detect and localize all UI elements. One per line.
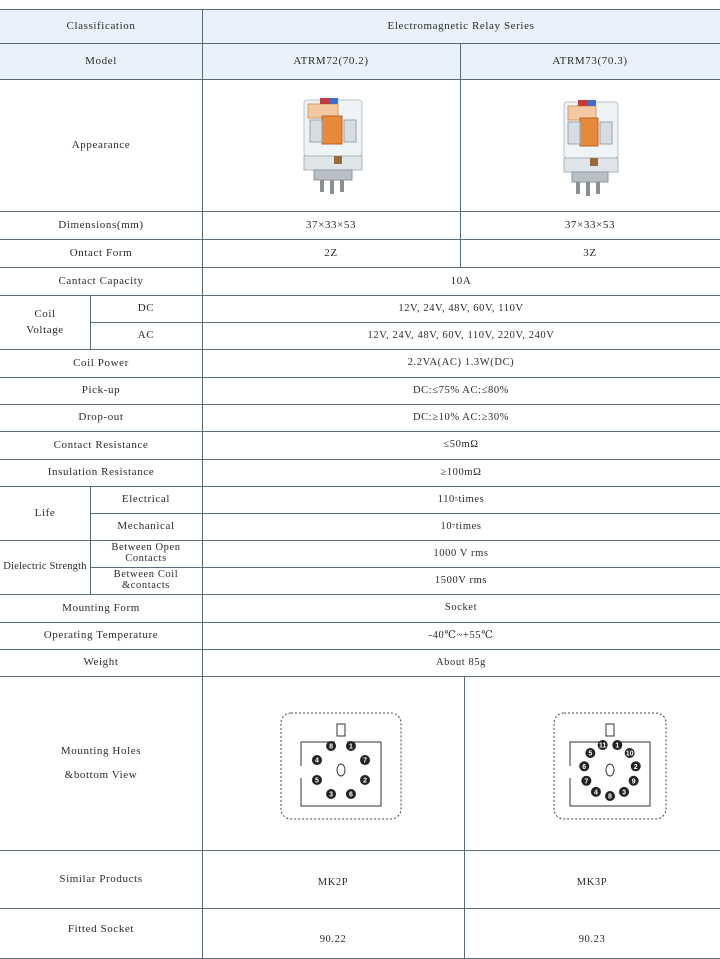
mounting-form-value: Socket [444, 602, 478, 614]
operating-temperature-label: Operating Temperature [43, 629, 159, 642]
pin-label: 2 [363, 777, 367, 785]
pin-label: 3 [622, 789, 627, 797]
life-electrical-base: 110 [437, 493, 455, 505]
grid-line [0, 850, 720, 851]
fitted-socket-a: 90.22 [319, 933, 347, 945]
grid-line [90, 322, 720, 323]
mounting-form-label: Mounting Form [62, 601, 140, 614]
grid-line [0, 404, 720, 405]
grid-line [0, 239, 720, 240]
dielectric-coil-value: 1500V rms [434, 574, 488, 586]
pin-label: 4 [315, 757, 319, 765]
dielectric-open-line2: Contacts [125, 552, 167, 564]
life-mechanical-base: 10 [440, 520, 453, 532]
pin-label: 1 [348, 743, 353, 751]
dielectric-coil-line2: &contacts [122, 579, 170, 591]
pin-label: 5 [315, 777, 319, 785]
contact-capacity-label: Cantact Capacity [58, 274, 144, 287]
grid-line [0, 459, 720, 460]
coil-power-label: Coil Power [73, 356, 129, 369]
similar-products-label: Similar Products [59, 872, 143, 885]
fitted-socket-label: Fitted Socket [67, 923, 135, 936]
contact-form-b: 3Z [583, 246, 597, 259]
relay-image-atrm72 [300, 94, 370, 198]
grid-line [0, 267, 720, 268]
pin-label: 8 [329, 743, 334, 751]
pin-11 [598, 740, 608, 750]
pin-label: 8 [608, 793, 612, 801]
life-mechanical-unit: times [455, 520, 482, 532]
grid-line [0, 594, 720, 595]
pin-label: 6 [582, 763, 587, 771]
coil-voltage-line1: Coil [34, 308, 56, 321]
contact-resistance-value: ≤50mΩ [443, 439, 479, 451]
diagram-center-hole [337, 764, 345, 776]
pin-label: 1 [615, 742, 620, 750]
grid-line [0, 486, 720, 487]
grid-line [202, 9, 203, 959]
coil-dc-label: DC [137, 302, 155, 315]
mounting-holes-line1: Mounting Holes [60, 744, 142, 757]
pin-7 [581, 776, 591, 786]
life-electrical-value: 110 5 times [437, 493, 485, 505]
diagram-center-hole [606, 764, 614, 776]
dropout-label: Drop-out [78, 411, 124, 424]
life-electrical-unit: times [458, 493, 485, 505]
dielectric-label: Dielectric Strength [3, 561, 87, 573]
similar-products-a: MK2P [317, 877, 349, 889]
grid-line [0, 649, 720, 650]
pin-label: 11 [598, 742, 607, 750]
contact-form-label: Ontact Form [69, 246, 133, 259]
pin-4 [591, 787, 601, 797]
grid-line [460, 43, 461, 267]
pin-label: 7 [584, 778, 589, 786]
classification-header: Classification [0, 9, 202, 43]
coil-ac-value: 12V, 24V, 48V, 60V, 110V, 220V, 240V [367, 329, 555, 341]
contact-form-a: 2Z [324, 246, 338, 259]
series-header: Electromagnetic Relay Series [202, 9, 720, 43]
coil-voltage-label [0, 295, 90, 349]
grid-line [0, 540, 720, 541]
pin-10 [625, 748, 635, 758]
dimensions-label: Dimensions(mm) [58, 218, 144, 231]
coil-dc-value: 12V, 24V, 48V, 60V, 110V [398, 302, 524, 314]
dimensions-a: 37×33×53 [305, 218, 357, 231]
pin-9 [629, 776, 639, 786]
grid-line [0, 9, 720, 10]
pin-label: 9 [631, 778, 636, 786]
weight-label: Weight [83, 656, 119, 669]
operating-temperature-value: -40℃~+55℃ [428, 629, 494, 641]
grid-line [90, 567, 720, 568]
dimensions-b: 37×33×53 [564, 218, 616, 231]
pin-label: 3 [329, 791, 334, 799]
pin-1 [612, 740, 622, 750]
insulation-resistance-label: Insulation Resistance [47, 466, 155, 479]
model-b: ATRM73(70.3) [460, 43, 720, 79]
dropout-value: DC:≥10% AC:≥30% [412, 411, 510, 423]
dielectric-open-line1: Between Open [111, 542, 181, 553]
appearance-label: Appearance [71, 138, 131, 151]
grid-line [90, 513, 720, 514]
grid-line [0, 349, 720, 350]
pin-3 [619, 787, 629, 797]
pin-6 [579, 761, 589, 771]
relay-image-atrm73 [560, 96, 624, 200]
pin-label: 6 [348, 791, 353, 799]
coil-ac-label: AC [137, 329, 155, 342]
pickup-label: Pick-up [81, 384, 121, 397]
pin-4 [312, 755, 322, 765]
dielectric-open-value: 1000 V rms [433, 547, 489, 559]
grid-line [0, 79, 720, 80]
pin-diagram-atrm73 [553, 712, 667, 820]
mounting-holes-label [0, 676, 202, 850]
grid-line [0, 377, 720, 378]
pin-label: 7 [363, 757, 367, 765]
fitted-socket-b: 90.23 [578, 933, 606, 945]
mounting-holes-line2: &bottom View [64, 769, 138, 781]
grid-line [0, 676, 720, 677]
diagram-key [337, 724, 345, 736]
grid-line [0, 211, 720, 212]
grid-line [0, 43, 720, 44]
contact-resistance-label: Contact Resistance [53, 438, 149, 451]
dielectric-coil-label [90, 567, 202, 594]
dielectric-open-label [90, 540, 202, 567]
pin-2 [631, 761, 641, 771]
dielectric-coil-line1: Between Coil [113, 569, 179, 580]
grid-line [0, 622, 720, 623]
pin-label: 2 [633, 763, 638, 771]
contact-capacity-value: 10A [450, 274, 472, 287]
pin-8 [326, 741, 336, 751]
pin-diagram-atrm72 [280, 712, 402, 820]
pickup-value: DC:≤75% AC:≤80% [412, 384, 510, 396]
grid-line [0, 295, 720, 296]
life-label: Life [34, 506, 56, 519]
life-mechanical-label: Mechanical [117, 520, 175, 533]
pin-5 [585, 748, 595, 758]
pin-3 [326, 789, 336, 799]
similar-products-b: MK3P [576, 877, 608, 889]
grid-line [0, 908, 720, 909]
pin-5 [312, 775, 322, 785]
pin-8 [605, 791, 615, 801]
grid-line [90, 295, 91, 349]
life-electrical-label: Electrical [121, 493, 171, 506]
model-label: Model [0, 43, 202, 79]
pin-7 [360, 755, 370, 765]
coil-power-value: 2.2VA(AC) 1.3W(DC) [407, 357, 515, 369]
diagram-key [606, 724, 614, 736]
life-mechanical-value: 10 7 times [440, 520, 482, 532]
pin-2 [360, 775, 370, 785]
pin-label: 4 [593, 789, 598, 797]
model-a: ATRM72(70.2) [202, 43, 460, 79]
grid-line [90, 486, 91, 594]
insulation-resistance-value: ≥100mΩ [440, 466, 482, 478]
pin-6 [346, 789, 356, 799]
pin-label: 5 [588, 750, 593, 758]
grid-line [0, 431, 720, 432]
coil-voltage-line2: Voltage [26, 323, 64, 336]
pin-1 [346, 741, 356, 751]
weight-value: About 85g [435, 656, 487, 668]
grid-line [464, 676, 465, 959]
pin-label: 10 [625, 750, 634, 758]
